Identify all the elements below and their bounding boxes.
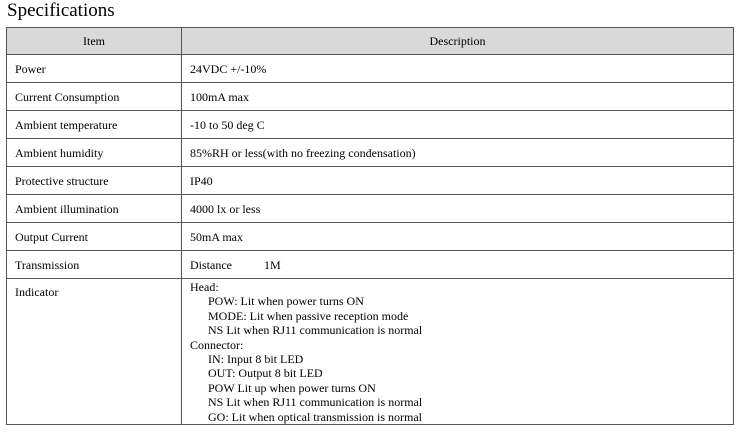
row-item: Ambient illumination xyxy=(7,195,182,223)
indicator-head-label: Head: xyxy=(190,280,219,294)
transmission-value: 1M xyxy=(264,257,281,272)
specifications-table xyxy=(6,27,734,425)
indicator-connector-line: NS Lit when RJ11 communication is normal xyxy=(208,395,423,410)
row-description: 4000 lx or less xyxy=(182,195,734,223)
row-item: Protective structure xyxy=(7,167,182,195)
page-title: Specifications xyxy=(7,0,115,21)
header-item: Item xyxy=(7,28,182,55)
table-row-indicator xyxy=(7,279,734,425)
transmission-label: Distance xyxy=(190,257,232,272)
row-description xyxy=(182,251,734,279)
row-description: 24VDC +/-10% xyxy=(182,55,734,83)
table-header-row xyxy=(7,28,734,55)
indicator-head-line: POW: Lit when power turns ON xyxy=(208,294,364,309)
row-item: Ambient temperature xyxy=(7,111,182,139)
header-description: Description xyxy=(182,28,734,55)
indicator-connector-line: OUT: Output 8 bit LED xyxy=(208,366,323,381)
table-row xyxy=(7,139,734,167)
row-item: Output Current xyxy=(7,223,182,251)
row-item: Transmission xyxy=(7,251,182,279)
table-row xyxy=(7,167,734,195)
table-row xyxy=(7,83,734,111)
indicator-head-line: MODE: Lit when passive reception mode xyxy=(208,308,409,323)
row-item: Power xyxy=(7,55,182,83)
table-row xyxy=(7,55,734,83)
indicator-connector-line: GO: Lit when optical transmission is normal xyxy=(208,409,422,424)
row-description: 100mA max xyxy=(182,83,734,111)
row-item: Indicator xyxy=(7,279,182,425)
table-row xyxy=(7,223,734,251)
row-description: 85%RH or less(with no freezing condensation) xyxy=(182,139,734,167)
indicator-connector-label: Connector: xyxy=(190,337,244,352)
row-description: -10 to 50 deg C xyxy=(182,111,734,139)
row-description: 50mA max xyxy=(182,223,734,251)
indicator-connector-line: IN: Input 8 bit LED xyxy=(208,352,304,367)
indicator-connector-line: POW Lit up when power turns ON xyxy=(208,380,376,395)
row-item: Current Consumption xyxy=(7,83,182,111)
table-row xyxy=(7,111,734,139)
table-row-transmission xyxy=(7,251,734,279)
table-row xyxy=(7,195,734,223)
row-item: Ambient humidity xyxy=(7,139,182,167)
indicator-head-line: NS Lit when RJ11 communication is normal xyxy=(208,323,423,338)
row-description: IP40 xyxy=(182,167,734,195)
indicator-description xyxy=(182,279,734,425)
